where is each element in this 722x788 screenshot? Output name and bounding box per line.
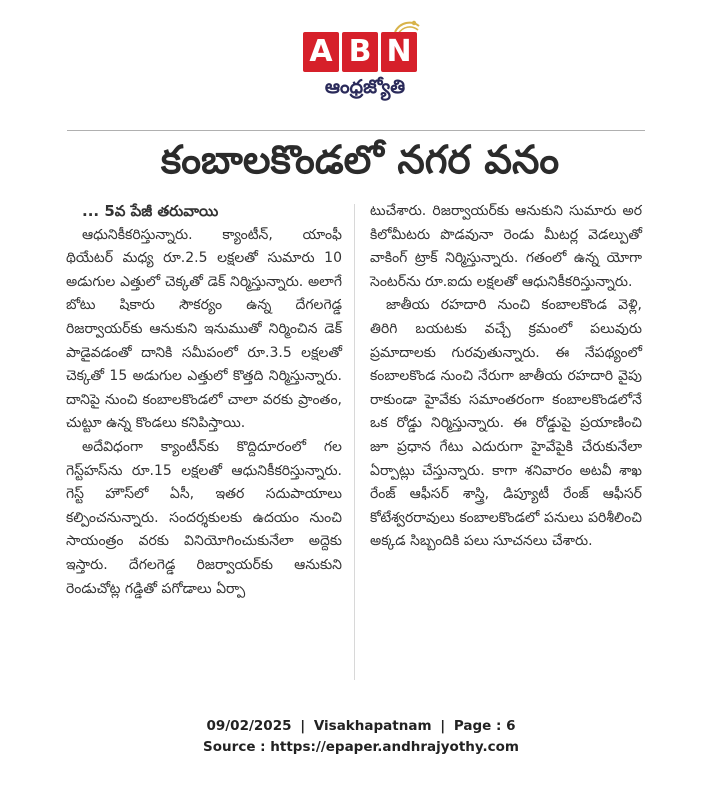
footer-separator: |: [440, 718, 446, 734]
logo-letter-b: B: [342, 32, 378, 72]
column-divider: [354, 204, 355, 680]
continued-label: ... 5వ పేజీ తరువాయి: [82, 202, 219, 220]
logo-letter-n: N: [381, 32, 417, 72]
footer-page: Page : 6: [453, 718, 516, 734]
footer-separator: |: [300, 718, 306, 734]
abn-logo: [303, 32, 420, 72]
article-headline: కంబాలకొండలో నగర వనం: [160, 138, 560, 183]
logo-letter-a: A: [303, 32, 339, 72]
footer-source-label: Source :: [203, 739, 266, 755]
masthead-subtitle: ఆంధ్రజ్యోతి: [324, 76, 406, 98]
footer-date: 09/02/2025: [206, 718, 292, 734]
masthead: [0, 12, 722, 104]
footer: [0, 716, 722, 758]
article-column-right: [370, 200, 642, 554]
footer-meta-line: [0, 716, 722, 737]
article-paragraph: జాతీయ రహదారి నుంచి కంబాలకొండ వెళ్లి, తిరిగి బయటకు వచ్చే క్రమంలో పలువురు ప్రమాదాలకు గురవుతున్నారు. ఈ నేపథ్యంలో కంబాలకొండ నుంచి నేరుగా జాతీయ రహదారి వైపు రాకుండా హైవేకు సమాంతరంగా కంబాలకొండలోనే ఒక రోడ్డు నిర్మిస్తున్నారు. ఈ రోడ్డుపై ప్రయాణించి జూ ప్రధాన గేటు ఎదురుగా హైవేపైకి చేరుకునేలా ఏర్పాట్లు చేస్తున్నారు. కాగా శనివారం అటవీ శాఖ రేంజ్ ఆఫీసర్ శాస్త్రి, డిప్యూటీ రేంజ్ ఆఫీసర్ కోటేశ్వరరావులు కంబాలకొండలో పనులు పరిశీలించి అక్కడ సిబ్బందికి పలు సూచనలు చేశారు.: [370, 297, 642, 550]
article-column-left: [66, 200, 342, 601]
footer-city: Visakhapatnam: [313, 718, 432, 734]
footer-source-line: [0, 737, 722, 758]
footer-source-link[interactable]: https://epaper.andhrajyothy.com: [270, 739, 519, 755]
article-paragraph: అదేవిధంగా క్యాంటీన్‌కు కొద్దిదూరంలో గల గెస్ట్‌హస్‌ను రూ.15 లక్షలతో ఆధునికీకరిస్తున్నారు. గెస్ట్ హౌస్‌లో ఏసీ, ఇతర సదుపాయాలు కల్పించనున్నారు. సందర్శకులకు ఉదయం నుంచి సాయంత్రం వరకు వినియోగించుకునేలా అద్దెకు ఇస్తారు. దేగలగెడ్డ రిజర్వాయర్‌కు ఆనుకుని రెండుచోట్ల గడ్డితో పగోడాలు ఏర్పా: [66, 438, 342, 597]
article-paragraph: టుచేశారు. రిజర్వాయర్‌కు ఆనుకుని సుమారు అర కిలోమీటరు పొడవునా రెండు మీటర్ల వెడల్పుతో వాకింగ్ ట్రాక్ నిర్మిస్తున్నారు. గతంలో ఉన్న యోగా సెంటర్‌ను రూ.ఐదు లక్షలతో ఆధునికీకరిస్తున్నారు.: [370, 203, 642, 290]
header-rule: [67, 130, 645, 131]
article-paragraph: ఆధునికీకరిస్తున్నారు. క్యాంటీన్, యాంఫీ థియేటర్ మధ్య రూ.2.5 లక్షలతో సుమారు 10 అడుగుల ఎత్తులో చెక్కతో డెక్ నిర్మిస్తున్నారు. అలాగే బోటు షికారు సౌకర్యం ఉన్న దేగలగెడ్డ రిజర్వాయర్‌కు ఆనుకుని ఇనుముతో నిర్మించిన డెక్ పాడైవడంతో దానికి సమీపంలో రూ.3.5 లక్షలతో చెక్కతో 15 అడుగుల ఎత్తులో కొత్తది నిర్మిస్తున్నారు. దానిపై నుంచి కంబాలకొండలో చాలా వరకు ప్రాంతం, చుట్టూ ఉన్న కొండలు కనిపిస్తాయి.: [66, 226, 342, 432]
